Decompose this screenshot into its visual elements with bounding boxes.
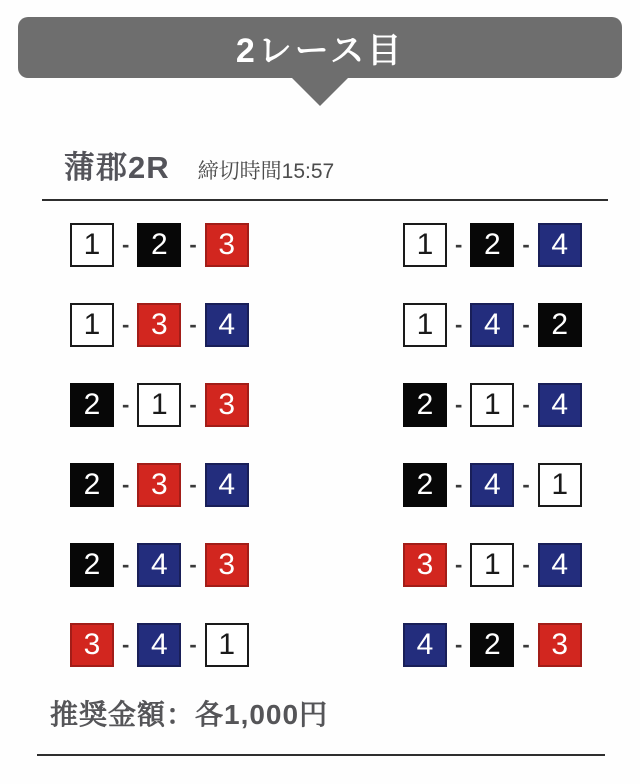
race-banner-title: 2レース目: [235, 32, 405, 70]
boat-number-box: 2: [403, 383, 447, 427]
race-header: [64, 142, 640, 187]
trifecta-combination: [403, 383, 640, 427]
dash-separator: -: [189, 552, 197, 577]
boat-number-box: 3: [137, 303, 181, 347]
bottom-divider: [37, 754, 605, 756]
trifecta-combination: [70, 463, 403, 507]
dash-separator: -: [122, 472, 130, 497]
trifecta-combination: [403, 623, 640, 667]
race-banner-section: [0, 0, 640, 106]
dash-separator: -: [122, 232, 130, 257]
boat-number-box: 1: [403, 303, 447, 347]
dash-separator: -: [122, 312, 130, 337]
boat-number-box: 4: [137, 543, 181, 587]
boat-number-box: 4: [205, 303, 249, 347]
dash-separator: -: [455, 552, 463, 577]
boat-number-box: 4: [137, 623, 181, 667]
boat-number-box: 3: [403, 543, 447, 587]
boat-number-box: 4: [538, 543, 582, 587]
boat-number-box: 2: [70, 463, 114, 507]
trifecta-combination: [70, 223, 403, 267]
trifecta-combination: [403, 223, 640, 267]
boat-number-box: 1: [205, 623, 249, 667]
boat-number-box: 4: [538, 223, 582, 267]
boat-number-box: 1: [538, 463, 582, 507]
boat-number-box: 4: [470, 303, 514, 347]
combination-grid: [0, 223, 640, 667]
dash-separator: -: [122, 552, 130, 577]
trifecta-combination: [70, 623, 403, 667]
dash-separator: -: [522, 632, 530, 657]
top-divider: [42, 199, 608, 201]
dash-separator: -: [455, 472, 463, 497]
race-deadline-time: 締切時間15:57: [197, 160, 335, 183]
boat-number-box: 1: [137, 383, 181, 427]
dash-separator: -: [455, 392, 463, 417]
boat-number-box: 3: [205, 543, 249, 587]
dash-separator: -: [522, 472, 530, 497]
dash-separator: -: [522, 312, 530, 337]
trifecta-combination: [403, 543, 640, 587]
dash-separator: -: [122, 632, 130, 657]
boat-number-box: 3: [538, 623, 582, 667]
trifecta-combination: [70, 543, 403, 587]
boat-number-box: 4: [470, 463, 514, 507]
boat-number-box: 1: [70, 223, 114, 267]
trifecta-combination: [403, 463, 640, 507]
dash-separator: -: [122, 392, 130, 417]
dash-separator: -: [189, 472, 197, 497]
boat-number-box: 3: [205, 223, 249, 267]
banner-pointer-arrow-icon: [291, 77, 349, 106]
boat-number-box: 2: [137, 223, 181, 267]
boat-number-box: 2: [470, 223, 514, 267]
dash-separator: -: [189, 232, 197, 257]
race-banner: [18, 17, 622, 78]
dash-separator: -: [522, 552, 530, 577]
boat-number-box: 1: [470, 383, 514, 427]
boat-number-box: 2: [70, 543, 114, 587]
trifecta-combination: [70, 383, 403, 427]
boat-number-box: 2: [538, 303, 582, 347]
dash-separator: -: [189, 632, 197, 657]
boat-number-box: 1: [70, 303, 114, 347]
dash-separator: -: [455, 632, 463, 657]
boat-number-box: 1: [403, 223, 447, 267]
dash-separator: -: [455, 232, 463, 257]
boat-number-box: 3: [70, 623, 114, 667]
dash-separator: -: [522, 392, 530, 417]
boat-number-box: 3: [205, 383, 249, 427]
boat-number-box: 2: [470, 623, 514, 667]
boat-number-box: 2: [70, 383, 114, 427]
dash-separator: -: [455, 312, 463, 337]
boat-number-box: 2: [403, 463, 447, 507]
recommended-amount-text: 推奨金額：各1,000円: [50, 699, 329, 730]
boat-number-box: 4: [538, 383, 582, 427]
boat-number-box: 4: [403, 623, 447, 667]
race-venue-title: 蒲郡2R: [64, 150, 170, 185]
trifecta-combination: [403, 303, 640, 347]
dash-separator: -: [522, 232, 530, 257]
trifecta-combination: [70, 303, 403, 347]
dash-separator: -: [189, 312, 197, 337]
dash-separator: -: [189, 392, 197, 417]
boat-number-box: 3: [137, 463, 181, 507]
boat-number-box: 1: [470, 543, 514, 587]
boat-number-box: 4: [205, 463, 249, 507]
